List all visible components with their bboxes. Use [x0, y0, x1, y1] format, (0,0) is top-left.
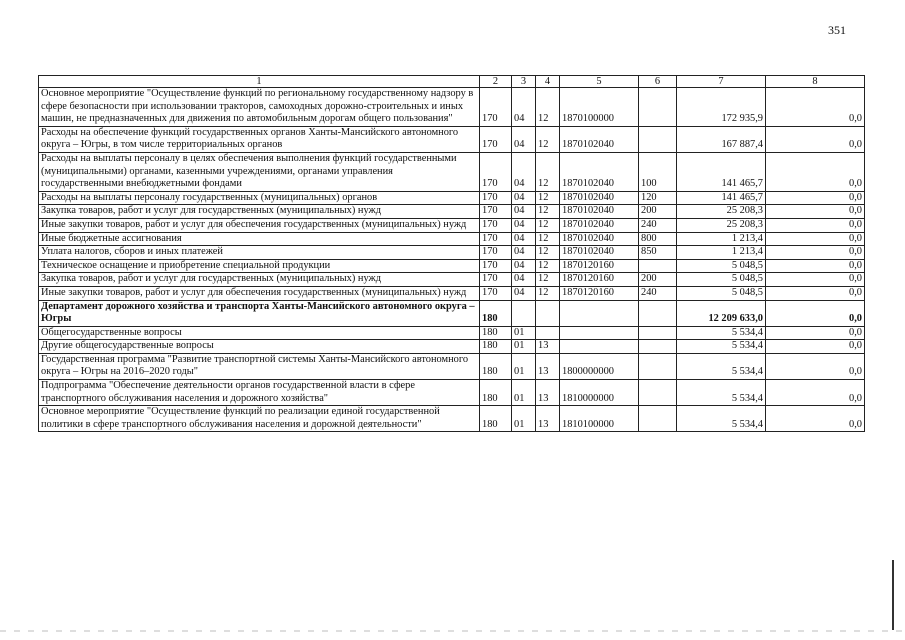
row-amount-2: 0,0	[766, 126, 865, 152]
table-row	[39, 406, 865, 432]
row-amount: 141 465,7	[677, 152, 766, 191]
table-row	[39, 300, 865, 326]
row-name: Государственная программа "Развитие транспортной системы Ханты-Мансийского автономного округа – Югры на 2016–2020 годы"	[39, 353, 480, 379]
row-expense-type-code: 120	[639, 191, 677, 205]
row-amount-2: 0,0	[766, 232, 865, 246]
row-target-code: 1800000000	[560, 353, 639, 379]
row-expense-type-code: 850	[639, 246, 677, 260]
row-subsection-code: 12	[536, 205, 560, 219]
row-target-code: 1870102040	[560, 246, 639, 260]
row-section-code: 04	[512, 273, 536, 287]
row-amount: 5 534,4	[677, 353, 766, 379]
row-expense-type-code	[639, 88, 677, 127]
row-expense-type-code	[639, 326, 677, 340]
row-amount: 5 534,4	[677, 326, 766, 340]
row-section-code	[512, 300, 536, 326]
row-ministry-code: 180	[480, 406, 512, 432]
row-expense-type-code: 800	[639, 232, 677, 246]
row-ministry-code: 180	[480, 300, 512, 326]
row-ministry-code: 170	[480, 88, 512, 127]
row-subsection-code: 12	[536, 273, 560, 287]
row-target-code: 1870102040	[560, 152, 639, 191]
row-expense-type-code	[639, 380, 677, 406]
row-subsection-code: 13	[536, 380, 560, 406]
row-section-code: 04	[512, 205, 536, 219]
row-amount: 5 048,5	[677, 273, 766, 287]
row-target-code: 1870100000	[560, 88, 639, 127]
row-subsection-code: 12	[536, 152, 560, 191]
table-row	[39, 232, 865, 246]
row-amount-2: 0,0	[766, 326, 865, 340]
table-row	[39, 353, 865, 379]
column-header: 5	[560, 76, 639, 88]
row-ministry-code: 170	[480, 286, 512, 300]
row-name: Закупка товаров, работ и услуг для государственных (муниципальных) нужд	[39, 273, 480, 287]
row-target-code: 1870102040	[560, 218, 639, 232]
row-amount: 167 887,4	[677, 126, 766, 152]
row-target-code: 1870120160	[560, 273, 639, 287]
row-subsection-code: 12	[536, 286, 560, 300]
row-subsection-code: 13	[536, 340, 560, 354]
row-ministry-code: 170	[480, 259, 512, 273]
row-amount: 5 048,5	[677, 286, 766, 300]
row-target-code: 1870102040	[560, 232, 639, 246]
table-row	[39, 218, 865, 232]
row-amount: 5 534,4	[677, 380, 766, 406]
table-row	[39, 380, 865, 406]
row-amount: 1 213,4	[677, 232, 766, 246]
row-name: Уплата налогов, сборов и иных платежей	[39, 246, 480, 260]
row-name: Иные закупки товаров, работ и услуг для обеспечения государственных (муниципальных) нужд	[39, 286, 480, 300]
row-name: Департамент дорожного хозяйства и транспорта Ханты-Мансийского автономного округа – Югры	[39, 300, 480, 326]
row-amount-2: 0,0	[766, 218, 865, 232]
row-ministry-code: 180	[480, 353, 512, 379]
row-amount-2: 0,0	[766, 205, 865, 219]
row-section-code: 04	[512, 286, 536, 300]
row-section-code: 01	[512, 380, 536, 406]
row-amount-2: 0,0	[766, 380, 865, 406]
row-section-code: 04	[512, 246, 536, 260]
row-target-code: 1870102040	[560, 205, 639, 219]
row-ministry-code: 170	[480, 246, 512, 260]
page-number: 351	[828, 23, 846, 37]
table-row	[39, 246, 865, 260]
row-amount-2: 0,0	[766, 88, 865, 127]
row-amount-2: 0,0	[766, 191, 865, 205]
row-expense-type-code: 200	[639, 273, 677, 287]
row-subsection-code	[536, 326, 560, 340]
row-expense-type-code: 240	[639, 218, 677, 232]
row-subsection-code: 13	[536, 353, 560, 379]
column-header: 3	[512, 76, 536, 88]
row-subsection-code: 12	[536, 88, 560, 127]
row-amount-2: 0,0	[766, 246, 865, 260]
table-row	[39, 126, 865, 152]
row-subsection-code: 12	[536, 246, 560, 260]
row-name: Техническое оснащение и приобретение специальной продукции	[39, 259, 480, 273]
row-target-code	[560, 340, 639, 354]
row-subsection-code: 12	[536, 126, 560, 152]
budget-table	[38, 75, 865, 432]
row-ministry-code: 180	[480, 380, 512, 406]
table-row	[39, 326, 865, 340]
row-name: Основное мероприятие "Осуществление функций по региональному государственному надзору в сфере безопасности при использовании тракторов, самоходных дорожно-строительных и иных машин, не предназначенных для движения по автомобильным дорогам общего пользования"	[39, 88, 480, 127]
row-section-code: 01	[512, 406, 536, 432]
row-name: Иные закупки товаров, работ и услуг для обеспечения государственных (муниципальных) нужд	[39, 218, 480, 232]
row-subsection-code: 13	[536, 406, 560, 432]
row-expense-type-code	[639, 353, 677, 379]
row-name: Расходы на выплаты персоналу государственных (муниципальных) органов	[39, 191, 480, 205]
row-ministry-code: 170	[480, 205, 512, 219]
table-row	[39, 286, 865, 300]
row-amount-2: 0,0	[766, 286, 865, 300]
row-amount: 25 208,3	[677, 205, 766, 219]
column-header: 1	[39, 76, 480, 88]
table-row	[39, 152, 865, 191]
row-amount-2: 0,0	[766, 353, 865, 379]
row-ministry-code: 170	[480, 273, 512, 287]
row-amount-2: 0,0	[766, 300, 865, 326]
row-section-code: 04	[512, 232, 536, 246]
row-target-code: 1810100000	[560, 406, 639, 432]
row-target-code: 1870102040	[560, 126, 639, 152]
table-row	[39, 259, 865, 273]
row-target-code: 1870102040	[560, 191, 639, 205]
row-subsection-code: 12	[536, 218, 560, 232]
row-target-code	[560, 326, 639, 340]
row-subsection-code: 12	[536, 191, 560, 205]
row-subsection-code	[536, 300, 560, 326]
column-header: 6	[639, 76, 677, 88]
row-expense-type-code: 200	[639, 205, 677, 219]
row-name: Расходы на выплаты персоналу в целях обеспечения выполнения функций государственными (муниципальными) органами, казенными учреждениями, органами управления государственными внебюджетными фондами	[39, 152, 480, 191]
row-amount-2: 0,0	[766, 273, 865, 287]
scan-bottom-noise	[0, 630, 905, 632]
row-expense-type-code	[639, 340, 677, 354]
row-subsection-code: 12	[536, 232, 560, 246]
row-expense-type-code	[639, 259, 677, 273]
row-amount-2: 0,0	[766, 340, 865, 354]
row-amount: 5 534,4	[677, 406, 766, 432]
table-row	[39, 191, 865, 205]
row-ministry-code: 170	[480, 218, 512, 232]
row-amount: 141 465,7	[677, 191, 766, 205]
row-section-code: 04	[512, 152, 536, 191]
row-section-code: 04	[512, 126, 536, 152]
row-name: Общегосударственные вопросы	[39, 326, 480, 340]
row-section-code: 04	[512, 88, 536, 127]
row-section-code: 04	[512, 218, 536, 232]
row-ministry-code: 170	[480, 191, 512, 205]
row-amount: 172 935,9	[677, 88, 766, 127]
table-row	[39, 273, 865, 287]
row-section-code: 01	[512, 340, 536, 354]
scan-edge-line	[892, 560, 894, 630]
row-expense-type-code: 240	[639, 286, 677, 300]
row-amount: 5 534,4	[677, 340, 766, 354]
column-header: 4	[536, 76, 560, 88]
row-name: Основное мероприятие "Осуществление функций по реализации единой государственной политики в сфере транспортного обслуживания населения и дорожной деятельности"	[39, 406, 480, 432]
table-row	[39, 205, 865, 219]
row-amount: 25 208,3	[677, 218, 766, 232]
row-ministry-code: 170	[480, 152, 512, 191]
row-expense-type-code	[639, 126, 677, 152]
table-row	[39, 88, 865, 127]
row-section-code: 01	[512, 326, 536, 340]
row-ministry-code: 170	[480, 232, 512, 246]
row-target-code: 1810000000	[560, 380, 639, 406]
column-header: 8	[766, 76, 865, 88]
row-target-code: 1870120160	[560, 259, 639, 273]
column-header: 7	[677, 76, 766, 88]
row-expense-type-code: 100	[639, 152, 677, 191]
row-expense-type-code	[639, 300, 677, 326]
row-name: Закупка товаров, работ и услуг для государственных (муниципальных) нужд	[39, 205, 480, 219]
row-section-code: 01	[512, 353, 536, 379]
row-amount: 5 048,5	[677, 259, 766, 273]
row-name: Расходы на обеспечение функций государственных органов Ханты-Мансийского автономного округа – Югры, в том числе территориальных органов	[39, 126, 480, 152]
row-name: Подпрограмма "Обеспечение деятельности органов государственной власти в сфере транспортного обслуживания населения и дорожного хозяйства"	[39, 380, 480, 406]
row-section-code: 04	[512, 259, 536, 273]
row-ministry-code: 180	[480, 340, 512, 354]
row-subsection-code: 12	[536, 259, 560, 273]
row-amount-2: 0,0	[766, 259, 865, 273]
row-amount-2: 0,0	[766, 406, 865, 432]
row-name: Иные бюджетные ассигнования	[39, 232, 480, 246]
row-target-code	[560, 300, 639, 326]
table-header-row	[39, 76, 865, 88]
row-ministry-code: 180	[480, 326, 512, 340]
row-expense-type-code	[639, 406, 677, 432]
table-row	[39, 340, 865, 354]
column-header: 2	[480, 76, 512, 88]
row-amount: 1 213,4	[677, 246, 766, 260]
row-name: Другие общегосударственные вопросы	[39, 340, 480, 354]
row-target-code: 1870120160	[560, 286, 639, 300]
row-ministry-code: 170	[480, 126, 512, 152]
row-section-code: 04	[512, 191, 536, 205]
row-amount: 12 209 633,0	[677, 300, 766, 326]
row-amount-2: 0,0	[766, 152, 865, 191]
